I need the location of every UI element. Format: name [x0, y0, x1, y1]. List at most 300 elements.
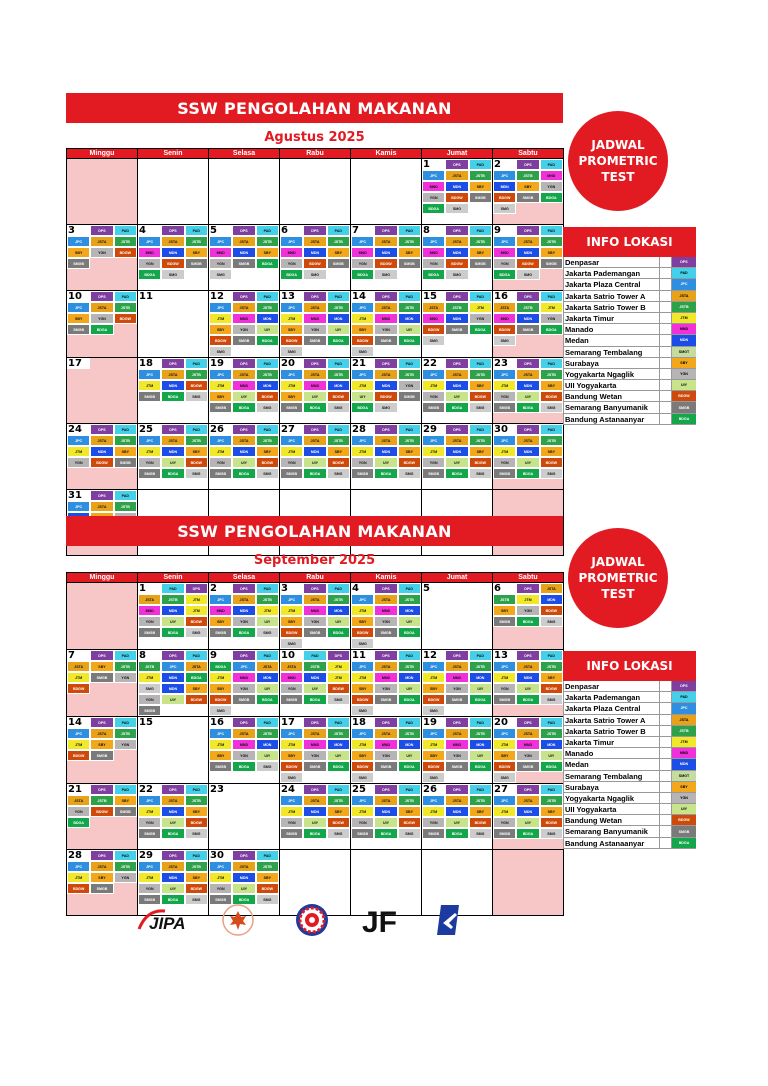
day-number: 10 — [67, 291, 90, 302]
blank-cell — [660, 414, 672, 424]
location-chip-bdga: BDGA — [422, 203, 445, 214]
location-chip-smg: SMG — [516, 269, 539, 280]
location-chip-mdn: MDN — [161, 247, 184, 258]
location-chip-jtm: JTM — [351, 446, 374, 457]
location-chip-bdgw: BDGW — [209, 694, 232, 705]
location-chip-dps: DPS — [232, 424, 255, 435]
day-number: 30 — [209, 850, 232, 861]
location-chip-bdga: BDGA — [161, 828, 184, 839]
location-chip-pad: PAD — [161, 583, 184, 594]
location-chip-dps: DPS — [374, 358, 397, 369]
location-chip-jstb: JSTB — [256, 861, 279, 872]
location-chip-pad: PAD — [327, 784, 350, 795]
week-row — [67, 225, 564, 291]
day-number: 2 — [209, 583, 232, 594]
location-chip-bdga: BDGA — [493, 269, 516, 280]
location-code-bdga: BDGA — [672, 838, 696, 848]
location-chip-ygn: YGN — [374, 683, 397, 694]
location-name: Semarang Banyumanik — [564, 402, 660, 412]
location-chip-uiy: UIY — [516, 457, 539, 468]
location-chip-smgb: SMGB — [138, 468, 161, 479]
location-chip-ygn: YGN — [280, 258, 303, 269]
location-chip-jtm: JTM — [209, 446, 232, 457]
location-chip-pad: PAD — [469, 225, 492, 236]
location-chip-mdn: MDN — [232, 872, 255, 883]
location-chip-jtm: JTM — [327, 672, 350, 683]
day-cell-1 — [422, 159, 493, 225]
location-chip-pad: PAD — [540, 358, 563, 369]
aug-calendar — [66, 148, 564, 556]
location-chip-bdga: BDGA — [232, 761, 255, 772]
location-chip-jpc: JPC — [280, 435, 303, 446]
location-chip-bdgw: BDGW — [185, 616, 208, 627]
location-chip-jpc: JPC — [422, 369, 445, 380]
location-chip-jsta: JSTA — [303, 302, 326, 313]
location-chip-smgb: SMGB — [90, 672, 113, 683]
location-chip-jsta: JSTA — [303, 594, 326, 605]
location-chip-bdgw: BDGW — [114, 247, 137, 258]
location-chip-ygn: YGN — [351, 817, 374, 828]
location-chip-jstb: JSTB — [469, 728, 492, 739]
location-code-dps: DPS — [672, 257, 696, 267]
location-chip-bdgw: BDGW — [540, 817, 563, 828]
week-row — [67, 358, 564, 424]
week-row — [67, 291, 564, 358]
day-number: 6 — [280, 225, 303, 236]
info-row — [563, 391, 696, 402]
location-chip-jpc: JPC — [67, 236, 90, 247]
location-chip-jstb: JSTB — [90, 795, 113, 806]
location-chip-bdga: BDGA — [232, 894, 255, 905]
location-chip-smg: SMG — [398, 828, 421, 839]
location-chip-smgb: SMGB — [516, 192, 539, 203]
location-chip-bdga: BDGA — [256, 258, 279, 269]
location-chip-bdgw: BDGW — [161, 258, 184, 269]
location-chip-jstb: JSTB — [516, 170, 539, 181]
location-chip-mdn: MDN — [445, 806, 468, 817]
location-chip-sby: SBY — [209, 391, 232, 402]
location-chip-mnd: MND — [516, 739, 539, 750]
location-chip-uiy: UIY — [445, 817, 468, 828]
sep-calendar — [66, 572, 564, 916]
day-cell-10 — [67, 291, 138, 358]
day-number: 10 — [280, 650, 303, 661]
location-chip-jpc: JPC — [280, 302, 303, 313]
day-cell-18 — [351, 717, 422, 784]
location-chip-jstb: JSTB — [398, 302, 421, 313]
location-chip-sby: SBY — [185, 806, 208, 817]
day-number: 28 — [351, 424, 374, 435]
location-chip-smg: SMG — [351, 638, 374, 649]
location-chip-sby: SBY — [422, 750, 445, 761]
location-chip-sby: SBY — [398, 247, 421, 258]
location-chip-mdn: MDN — [540, 594, 563, 605]
location-chip-jpc: JPC — [209, 369, 232, 380]
location-chip-pad: PAD — [469, 291, 492, 302]
location-chip-uiy: UIY — [161, 616, 184, 627]
location-chip-bdgw: BDGW — [469, 457, 492, 468]
location-chip-bdga: BDGA — [422, 269, 445, 280]
location-name: Jakarta Pademangan — [564, 268, 660, 278]
day-cell-5 — [209, 225, 280, 291]
location-chip-jtm: JTM — [67, 672, 90, 683]
badge-line-1: JADWAL — [591, 554, 645, 569]
location-code-jtm: JTM — [672, 313, 696, 323]
location-chip-ygn: YGN — [232, 750, 255, 761]
location-chip-uiy: UIY — [445, 457, 468, 468]
location-chip-bdga: BDGA — [303, 402, 326, 413]
location-chip-jsta: JSTA — [374, 594, 397, 605]
location-chip-smgb: SMGB — [422, 402, 445, 413]
location-chip-mnd: MND — [422, 181, 445, 192]
day-number: 14 — [351, 291, 374, 302]
location-chip-jpc: JPC — [209, 728, 232, 739]
location-chip-smgb: SMGB — [374, 335, 397, 346]
location-chip-smg: SMG — [469, 828, 492, 839]
location-chip-jsta: JSTA — [67, 795, 90, 806]
info-row — [563, 313, 696, 324]
location-chip-jstb: JSTB — [114, 302, 137, 313]
day-cell-19 — [209, 358, 280, 424]
location-chip-pad: PAD — [114, 490, 137, 501]
location-chip-uiy: UIY — [256, 616, 279, 627]
location-chip-uiy: UIY — [303, 683, 326, 694]
day-cell-12 — [209, 291, 280, 358]
location-chip-pad: PAD — [256, 358, 279, 369]
location-code-smgt: SMGT — [672, 771, 696, 781]
location-chip-jstb: JSTB — [114, 661, 137, 672]
info-row — [563, 815, 696, 826]
location-name: Jakarta Satrio Tower A — [564, 291, 660, 301]
location-chip-sby: SBY — [327, 247, 350, 258]
day-number: 8 — [422, 225, 445, 236]
info-row — [563, 826, 696, 837]
location-chip-pad: PAD — [327, 717, 350, 728]
location-chip-ygn: YGN — [540, 181, 563, 192]
location-chip-jtm: JTM — [280, 739, 303, 750]
location-chip-jpc: JPC — [280, 236, 303, 247]
location-chip-jtm: JTM — [209, 872, 232, 883]
location-name: Medan — [564, 335, 660, 345]
location-code-uiy: UIY — [672, 380, 696, 390]
location-chip-uiy: UIY — [469, 750, 492, 761]
location-chip-mdn: MDN — [256, 380, 279, 391]
location-chip-mnd: MND — [422, 313, 445, 324]
blank-cell — [660, 358, 672, 368]
location-chip-pad: PAD — [540, 717, 563, 728]
day-number: 22 — [138, 784, 161, 795]
location-chip-uiy: UIY — [516, 391, 539, 402]
location-chip-sby: SBY — [209, 616, 232, 627]
location-code-ygn: YGN — [672, 793, 696, 803]
location-chip-ygn: YGN — [493, 258, 516, 269]
location-chip-pad: PAD — [327, 583, 350, 594]
location-chip-bdga: BDGA — [445, 468, 468, 479]
location-chip-jtm: JTM — [351, 313, 374, 324]
location-chip-smgb: SMGB — [445, 324, 468, 335]
location-chip-pad: PAD — [398, 650, 421, 661]
location-chip-mdn: MDN — [516, 313, 539, 324]
day-number: 3 — [67, 225, 90, 236]
location-chip-jsta: JSTA — [445, 236, 468, 247]
location-chip-ygn: YGN — [303, 324, 326, 335]
location-chip-sby: SBY — [114, 446, 137, 457]
location-chip-bdgw: BDGW — [540, 605, 563, 616]
sep-info-lokasi — [563, 651, 696, 849]
blank-cell — [660, 335, 672, 345]
location-chip-pad: PAD — [540, 291, 563, 302]
location-chip-ygn: YGN — [209, 258, 232, 269]
location-chip-mdn: MDN — [327, 313, 350, 324]
location-chip-bdga: BDGA — [327, 335, 350, 346]
location-chip-sby: SBY — [256, 446, 279, 457]
location-code-mnd: MND — [672, 748, 696, 758]
location-code-mdn: MDN — [672, 335, 696, 345]
location-chip-dps: DPS — [374, 291, 397, 302]
location-chip-uiy: UIY — [161, 694, 184, 705]
location-chip-jsta: JSTA — [90, 435, 113, 446]
location-chip-bdgw: BDGW — [422, 324, 445, 335]
day-number: 8 — [138, 650, 161, 661]
location-chip-jsta: JSTA — [303, 795, 326, 806]
location-chip-sby: SBY — [67, 313, 90, 324]
location-chip-bdga: BDGA — [516, 468, 539, 479]
day-number: 13 — [493, 650, 516, 661]
location-chip-jtm: JTM — [493, 739, 516, 750]
location-chip-bdga: BDGA — [161, 468, 184, 479]
location-chip-dps: DPS — [303, 784, 326, 795]
location-chip-dps: DPS — [232, 291, 255, 302]
location-name: Semarang Banyumanik — [564, 826, 660, 836]
day-cell-5 — [422, 583, 493, 650]
location-chip-bdga: BDGA — [351, 269, 374, 280]
location-chip-jstb: JSTB — [398, 435, 421, 446]
location-chip-dps: DPS — [303, 583, 326, 594]
location-chip-jpc: JPC — [493, 795, 516, 806]
location-chip-mnd: MND — [138, 247, 161, 258]
location-chip-sby: SBY — [398, 806, 421, 817]
location-chip-dps: DPS — [161, 850, 184, 861]
location-chip-jtm: JTM — [422, 672, 445, 683]
day-number: 27 — [493, 784, 516, 795]
location-name: Jakarta Satrio Tower B — [564, 302, 660, 312]
location-chip-dps: DPS — [90, 490, 113, 501]
week-row — [67, 583, 564, 650]
day-number: 11 — [351, 650, 374, 661]
location-code-uiy: UIY — [672, 804, 696, 814]
day-cell-25 — [138, 424, 209, 490]
location-chip-bdgw: BDGW — [280, 335, 303, 346]
location-chip-uiy: UIY — [303, 817, 326, 828]
day-cell-20 — [493, 717, 564, 784]
info-row — [563, 681, 696, 692]
location-chip-smg: SMG — [303, 269, 326, 280]
location-chip-smgb: SMGB — [209, 468, 232, 479]
location-chip-pad: PAD — [327, 291, 350, 302]
location-chip-jsta: JSTA — [445, 435, 468, 446]
empty-day-cell — [67, 159, 138, 225]
location-chip-bdgw: BDGW — [303, 258, 326, 269]
location-chip-smgb: SMGB — [398, 391, 421, 402]
location-chip-bdgw: BDGW — [256, 883, 279, 894]
location-chip-smgb: SMGB — [138, 705, 161, 716]
location-chip-bdgw: BDGW — [67, 750, 90, 761]
day-number: 12 — [209, 291, 232, 302]
location-chip-pad: PAD — [540, 784, 563, 795]
location-chip-smg: SMG — [327, 828, 350, 839]
location-chip-smg: SMG — [445, 269, 468, 280]
location-chip-ygn: YGN — [114, 672, 137, 683]
location-code-bdgw: BDGW — [672, 391, 696, 401]
day-number: 29 — [138, 850, 161, 861]
location-chip-ygn: YGN — [469, 313, 492, 324]
info-row — [563, 257, 696, 268]
location-chip-smg: SMG — [327, 402, 350, 413]
aug-prometric-badge — [568, 111, 668, 211]
location-code-bdgw: BDGW — [672, 815, 696, 825]
location-chip-uiy: UIY — [540, 750, 563, 761]
location-chip-jpc: JPC — [422, 728, 445, 739]
location-chip-dps: DPS — [232, 850, 255, 861]
day-number: 3 — [280, 583, 303, 594]
location-chip-mdn: MDN — [256, 313, 279, 324]
badge-line-1: JADWAL — [591, 137, 645, 152]
location-name: Jakarta Plaza Central — [564, 279, 660, 289]
location-chip-pad: PAD — [114, 784, 137, 795]
location-chip-jpc: JPC — [232, 661, 255, 672]
day-cell-9 — [493, 225, 564, 291]
location-name: Bandung Wetan — [564, 391, 660, 401]
location-chip-bdgw: BDGW — [540, 457, 563, 468]
day-cell-28 — [67, 850, 138, 916]
location-chip-jstb: JSTB — [469, 795, 492, 806]
day-cell-19 — [422, 717, 493, 784]
day-number: 20 — [493, 717, 516, 728]
info-row — [563, 369, 696, 380]
location-chip-uiy: UIY — [398, 750, 421, 761]
location-chip-pad: PAD — [256, 717, 279, 728]
location-chip-bdgw: BDGW — [351, 335, 374, 346]
location-chip-dps: DPS — [374, 650, 397, 661]
location-chip-jstb: JSTB — [327, 369, 350, 380]
location-chip-jstb: JSTB — [327, 728, 350, 739]
location-chip-pad: PAD — [398, 424, 421, 435]
day-number: 9 — [493, 225, 516, 236]
day-cell-22 — [138, 784, 209, 850]
location-chip-ygn: YGN — [516, 605, 539, 616]
location-chip-mdn: MDN — [327, 605, 350, 616]
day-cell-21 — [67, 784, 138, 850]
location-chip-pad: PAD — [114, 717, 137, 728]
day-number: 7 — [67, 650, 90, 661]
location-chip-jsta: JSTA — [232, 594, 255, 605]
location-chip-jpc: JPC — [351, 435, 374, 446]
blank-cell — [660, 313, 672, 323]
location-chip-mdn: MDN — [232, 446, 255, 457]
location-chip-mdn: MDN — [374, 247, 397, 258]
empty-day-cell — [351, 159, 422, 225]
location-chip-mnd: MND — [422, 247, 445, 258]
location-chip-bdgw: BDGW — [185, 817, 208, 828]
day-cell-27 — [493, 784, 564, 850]
location-chip-jtm: JTM — [138, 380, 161, 391]
location-chip-ygn: YGN — [138, 457, 161, 468]
location-chip-jstb: JSTB — [256, 236, 279, 247]
empty-day-cell — [493, 850, 564, 916]
location-chip-bdgw: BDGW — [327, 683, 350, 694]
day-number: 19 — [209, 358, 232, 369]
location-name: Bandung Wetan — [564, 815, 660, 825]
location-chip-bdgw: BDGW — [280, 761, 303, 772]
location-chip-jsta: JSTA — [161, 861, 184, 872]
location-chip-pad: PAD — [469, 784, 492, 795]
location-chip-bdga: BDGA — [256, 335, 279, 346]
sep-month-label: September 2025 — [253, 552, 376, 568]
location-chip-sby: SBY — [185, 247, 208, 258]
location-chip-mdn: MDN — [303, 247, 326, 258]
location-chip-jpc: JPC — [422, 170, 445, 181]
location-chip-jpc: JPC — [493, 435, 516, 446]
day-cell-14 — [67, 717, 138, 784]
location-chip-bdgw: BDGW — [374, 258, 397, 269]
location-chip-jpc: JPC — [493, 170, 516, 181]
location-chip-ygn: YGN — [303, 750, 326, 761]
gear-emblem-logo — [293, 902, 331, 938]
location-chip-jstb: JSTB — [114, 435, 137, 446]
location-chip-smg: SMG — [493, 335, 516, 346]
location-chip-jstb: JSTB — [398, 236, 421, 247]
location-chip-ygn: YGN — [493, 817, 516, 828]
day-cell-11 — [138, 291, 209, 358]
location-chip-jpc: JPC — [161, 661, 184, 672]
location-chip-jstb: JSTB — [303, 661, 326, 672]
location-code-pad: PAD — [672, 692, 696, 702]
location-chip-bdga: BDGA — [161, 894, 184, 905]
blank-cell — [660, 380, 672, 390]
location-chip-ygn: YGN — [280, 683, 303, 694]
location-chip-smg: SMG — [540, 694, 563, 705]
location-chip-smgb: SMGB — [303, 761, 326, 772]
location-chip-jsta: JSTA — [67, 661, 90, 672]
location-chip-smg: SMG — [185, 468, 208, 479]
location-chip-dps: DPS — [303, 717, 326, 728]
location-chip-jpc: JPC — [280, 728, 303, 739]
location-chip-dps: DPS — [516, 717, 539, 728]
location-chip-jtm: JTM — [493, 672, 516, 683]
location-chip-sby: SBY — [540, 247, 563, 258]
location-chip-jstb: JSTB — [327, 302, 350, 313]
location-chip-jtm: JTM — [351, 605, 374, 616]
location-chip-smg: SMG — [422, 335, 445, 346]
location-chip-sby: SBY — [256, 872, 279, 883]
location-chip-jstb: JSTB — [540, 236, 563, 247]
location-chip-smgb: SMGB — [445, 761, 468, 772]
location-chip-bdgw: BDGW — [540, 683, 563, 694]
location-chip-jsta: JSTA — [138, 594, 161, 605]
location-code-smgt: SMGT — [672, 347, 696, 357]
location-chip-smgb: SMGB — [303, 627, 326, 638]
location-chip-dps: DPS — [232, 358, 255, 369]
day-number: 23 — [493, 358, 516, 369]
blank-cell — [660, 748, 672, 758]
location-chip-jstb: JSTB — [540, 435, 563, 446]
location-chip-pad: PAD — [185, 784, 208, 795]
location-chip-jpc: JPC — [67, 435, 90, 446]
location-chip-bdga: BDGA — [374, 468, 397, 479]
location-chip-uiy: UIY — [398, 616, 421, 627]
location-chip-smg: SMG — [280, 772, 303, 783]
location-chip-jpc: JPC — [138, 236, 161, 247]
